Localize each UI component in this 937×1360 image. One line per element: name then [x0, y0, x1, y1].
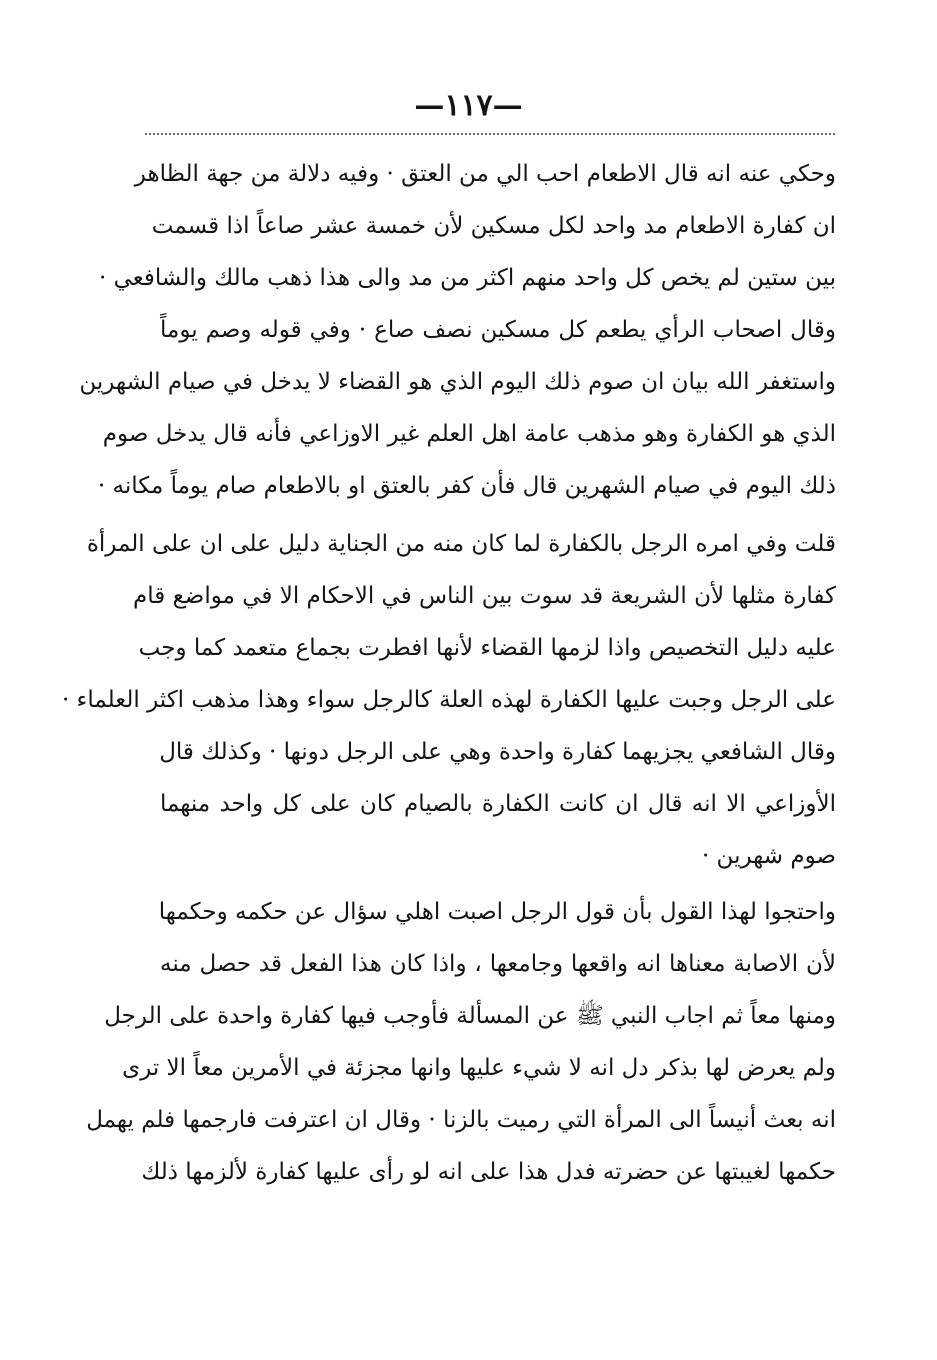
text-line: صوم شهرين ·	[701, 843, 836, 869]
text-line: الذي هو الكفارة وهو مذهب عامة اهل العلم غير الاوزاعي فأنه قال يدخل صوم	[102, 421, 836, 447]
text-line: لأن الاصابة معناها انه واقعها وجامعها ، واذا كان هذا الفعل قد حصل منه	[160, 951, 836, 977]
text-line: على الرجل وجبت عليها الكفارة لهذه العلة كالرجل سواء وهذا مذهب اكثر العلماء ·	[61, 687, 836, 713]
text-line: ولم يعرض لها بذكر دل انه لا شيء عليها وانها مجزئة في الأمرين معاً الا ترى	[122, 1055, 836, 1081]
text-line: ومنها معاً ثم اجاب النبي ﷺ عن المسألة فأوجب فيها كفارة واحدة على الرجل	[104, 1003, 836, 1029]
page-number: —١١٧—	[414, 88, 523, 123]
text-line: وقال الشافعي يجزيهما كفارة واحدة وهي على الرجل دونها · وكذلك قال	[159, 739, 836, 765]
body-text	[61, 148, 836, 1198]
text-line: وحكي عنه انه قال الاطعام احب الي من العتق · وفيه دلالة من جهة الظاهر	[134, 161, 836, 187]
text-line: ان كفارة الاطعام مد واحد لكل مسكين لأن خمسة عشر صاعاً اذا قسمت	[151, 213, 836, 239]
text-line: حكمها لغيبتها عن حضرته فدل هذا على انه لو رأى عليها كفارة لألزمها ذلك	[141, 1159, 836, 1185]
text-line: الأوزاعي الا انه قال ان كانت الكفارة بالصيام كان على كل واحد منهما	[160, 791, 836, 817]
text-line: ذلك اليوم في صيام الشهرين قال فأن كفر بالعتق او بالاطعام صام يوماً مكانه ·	[97, 473, 836, 499]
text-line: واحتجوا لهذا القول بأن قول الرجل اصبت اهلي سؤال عن حكمه وحكمها	[158, 899, 836, 925]
text-line: انه بعث أنيساً الى المرأة التي رميت بالزنا · وقال ان اعترفت فارجمها فلم يهمل	[86, 1107, 836, 1133]
text-line: كفارة مثلها لأن الشريعة قد سوت بين الناس في الاحكام الا في مواضع قام	[133, 583, 836, 609]
text-line: بين ستين لم يخص كل واحد منهم اكثر من مد والى هذا ذهب مالك والشافعي ·	[99, 265, 836, 291]
text-line: قلت وفي امره الرجل بالكفارة لما كان منه من الجناية دليل على ان على المرأة	[86, 531, 836, 557]
header-divider	[145, 133, 835, 135]
text-line: عليه دليل التخصيص واذا لزمها القضاء لأنها افطرت بجماع متعمد كما وجب	[138, 635, 836, 661]
text-line: واستغفر الله بيان ان صوم ذلك اليوم الذي هو القضاء لا يدخل في صيام الشهرين	[79, 369, 836, 395]
text-line: وقال اصحاب الرأي يطعم كل مسكين نصف صاع · وفي قوله وصم يوماً	[160, 317, 836, 343]
